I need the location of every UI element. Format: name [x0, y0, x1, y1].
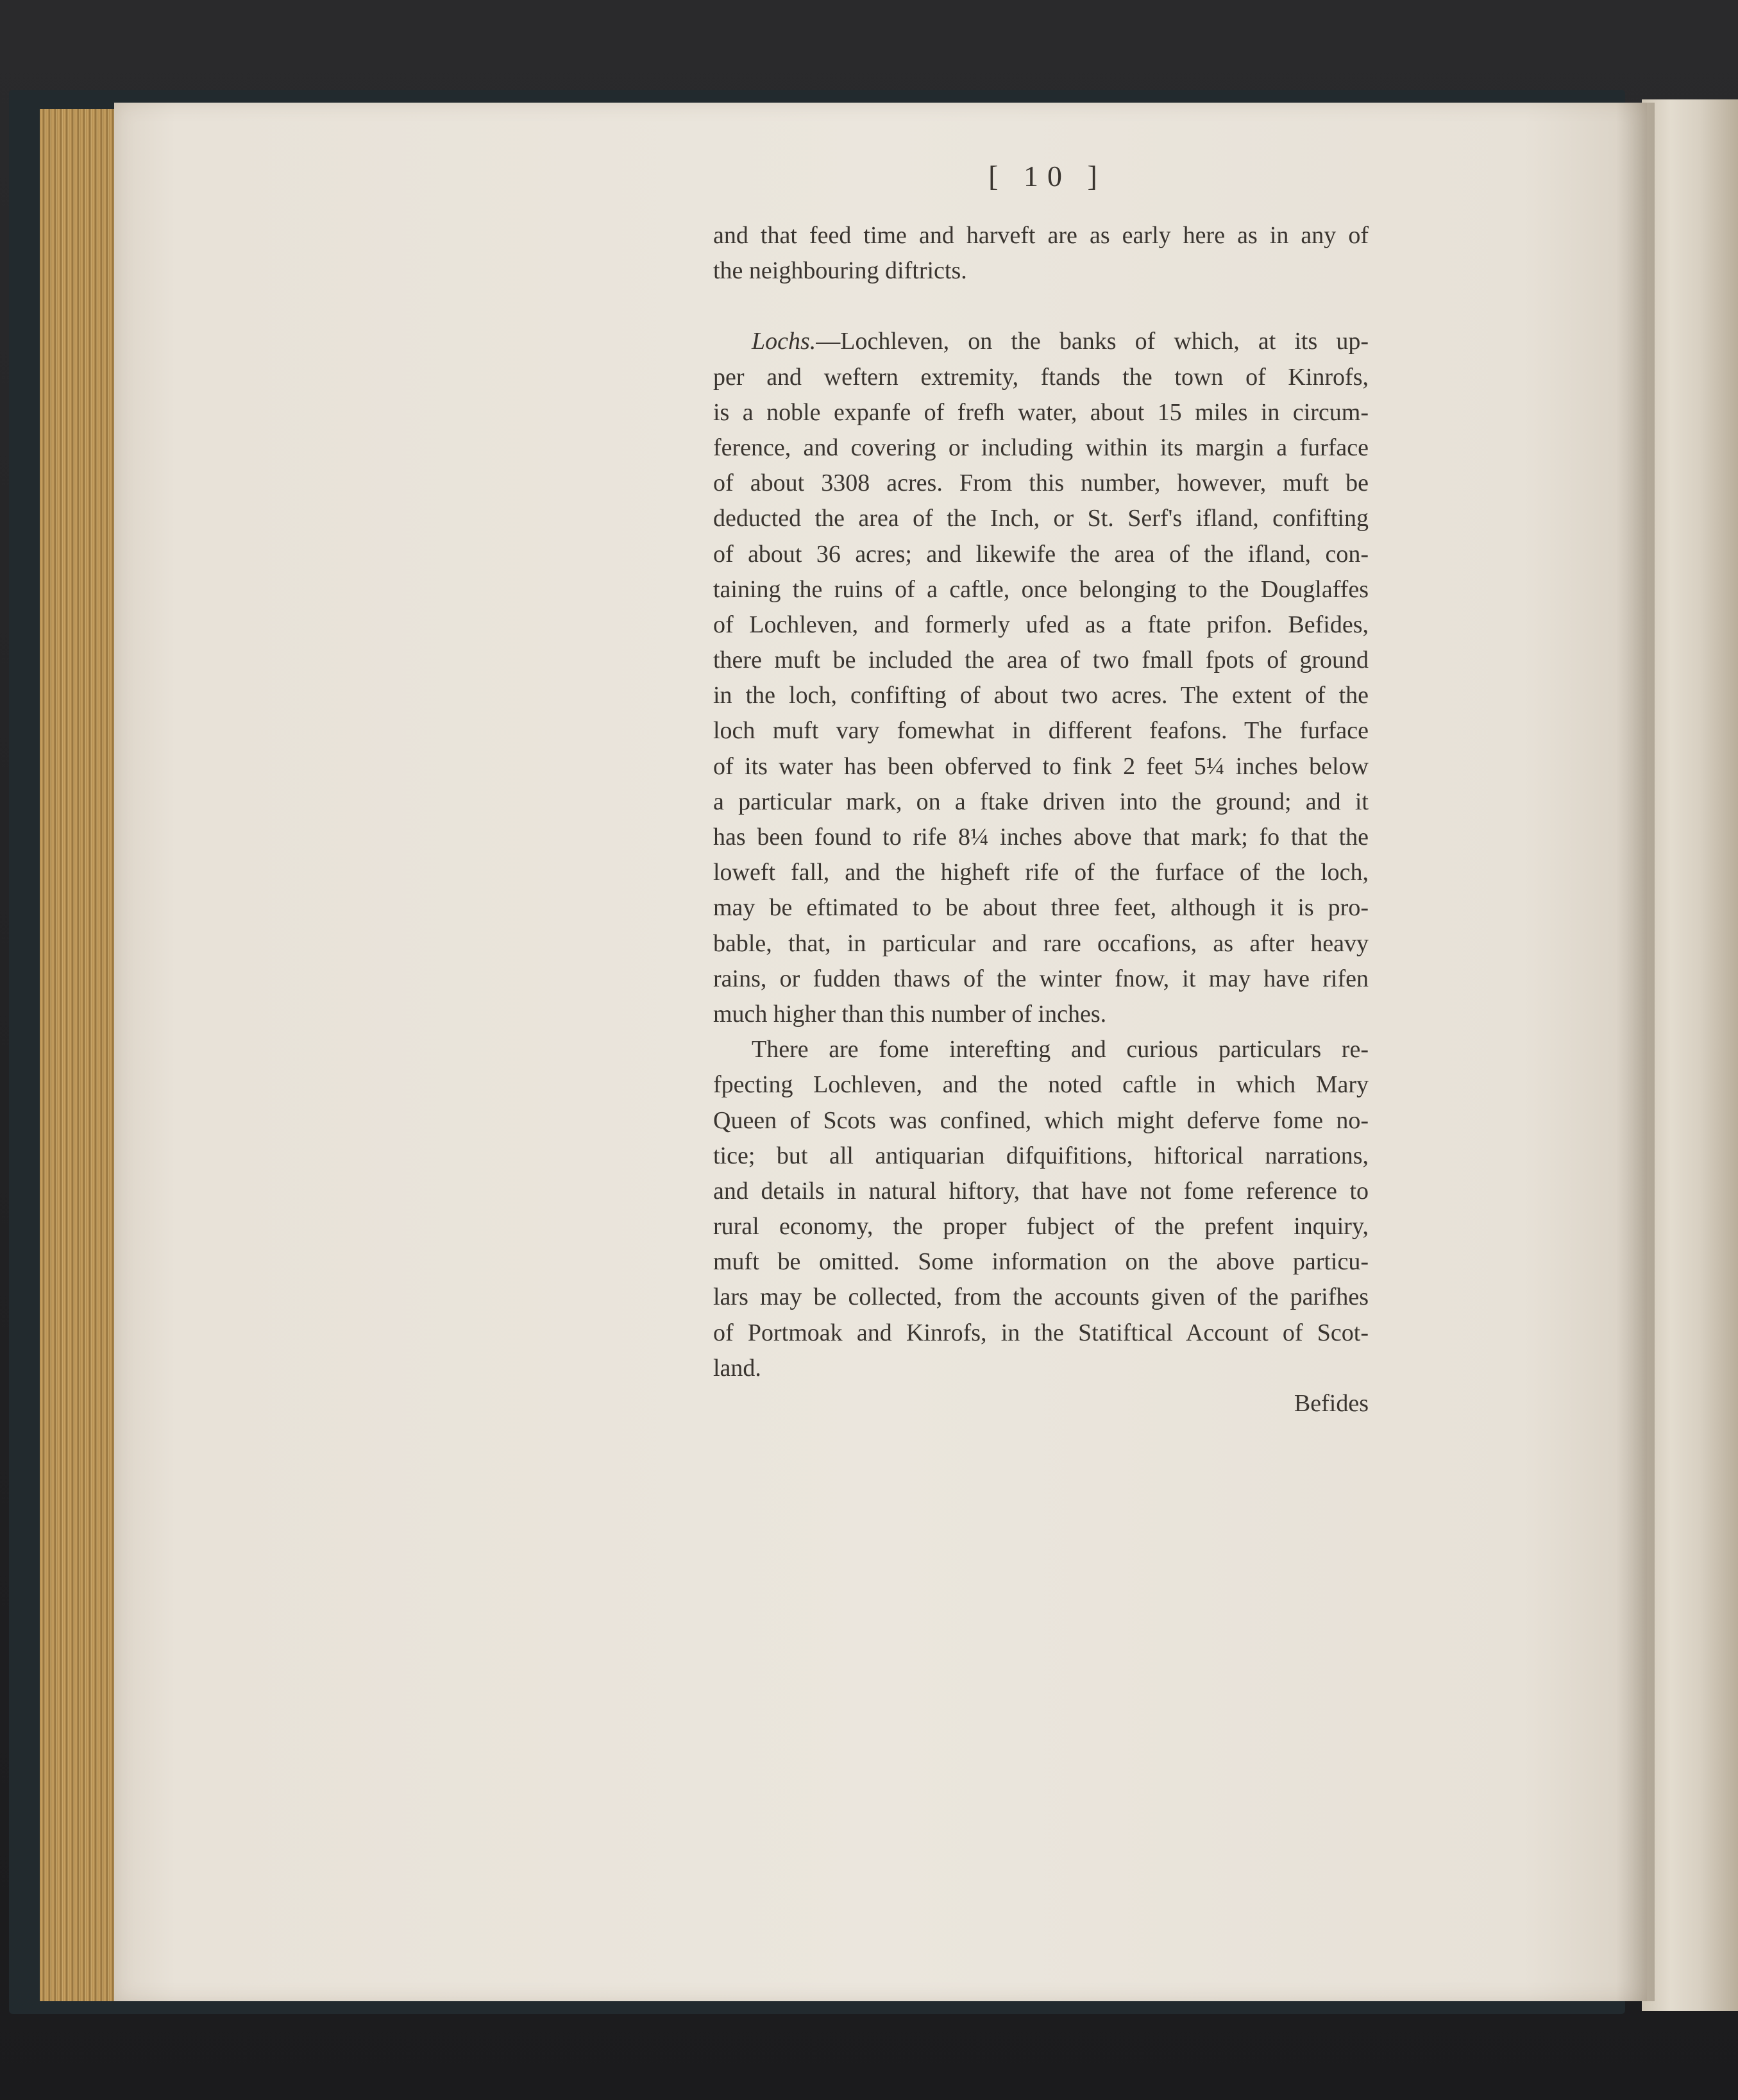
paragraph-2	[713, 324, 1369, 1032]
text-line: has been found to rife 8¼ inches above that mark; fo that the	[713, 824, 1369, 851]
page-number-header: [ 10 ]	[988, 160, 1106, 192]
text-line: bable, that, in particular and rare occafions, as after heavy	[713, 929, 1369, 957]
text-line: the neighbouring diftricts.	[713, 257, 967, 285]
text-line: of Lochleven, and formerly ufed as a ftate prifon. Befides,	[713, 611, 1369, 638]
text-line: lars may be collected, from the accounts given of the parifhes	[713, 1283, 1369, 1311]
text-line: muft be omitted. Some information on the above particu-	[713, 1248, 1369, 1276]
text-line: a particular mark, on a ftake driven into the ground; and it	[713, 788, 1369, 815]
text-line: tice; but all antiquarian difquifitions, hiftorical narrations,	[713, 1142, 1369, 1169]
text-line	[713, 324, 1369, 359]
text-fragment: —Lochleven, on the banks of which, at its up-	[816, 328, 1369, 355]
paragraph-1	[713, 218, 1369, 289]
page-text	[713, 157, 1369, 1421]
catchword: Befides	[1294, 1390, 1369, 1417]
text-line: of its water has been obferved to fink 2 feet 5¼ inches below	[713, 752, 1369, 780]
text-line: Queen of Scots was confined, which might deferve fome no-	[713, 1106, 1369, 1134]
page-edges-right	[1642, 99, 1738, 2011]
text-line: there muft be included the area of two fmall fpots of ground	[713, 647, 1369, 674]
text-line: deducted the area of the Inch, or St. Serf's ifland, confifting	[713, 505, 1369, 532]
section-heading-lochs: Lochs.	[752, 328, 816, 355]
text-line: fpecting Lochleven, and the noted caftle in which Mary	[713, 1071, 1369, 1099]
text-line: of about 36 acres; and likewife the area of the ifland, con-	[713, 540, 1369, 568]
gutter-shadow	[1616, 103, 1655, 2001]
text-line: rural economy, the proper fubject of the prefent inquiry,	[713, 1213, 1369, 1241]
text-line: may be eftimated to be about three feet, although it is pro-	[713, 894, 1369, 922]
text-line: ference, and covering or including within its margin a furface	[713, 434, 1369, 461]
text-line: taining the ruins of a caftle, once belonging to the Douglaffes	[713, 575, 1369, 603]
text-line: and that feed time and harveft are as early here as in any of	[713, 222, 1369, 249]
text-line: is a noble expanfe of frefh water, about 15 miles in circum-	[713, 398, 1369, 426]
text-line: land.	[713, 1354, 761, 1382]
text-line: and details in natural hiftory, that have not fome reference to	[713, 1177, 1369, 1205]
text-line: much higher than this number of inches.	[713, 1000, 1107, 1028]
page-edges-left	[40, 109, 117, 2001]
text-line: of about 3308 acres. From this number, however, muft be	[713, 470, 1369, 497]
paragraph-3	[713, 1032, 1369, 1386]
text-line: There are fome interefting and curious particulars re-	[752, 1036, 1369, 1063]
text-line: rains, or fudden thaws of the winter fnow, it may have rifen	[713, 965, 1369, 992]
text-line: in the loch, confifting of about two acres. The extent of the	[713, 682, 1369, 709]
text-line: loweft fall, and the higheft rife of the furface of the loch,	[713, 859, 1369, 886]
text-line: of Portmoak and Kinrofs, in the Statiftical Account of Scot-	[713, 1319, 1369, 1346]
text-line: per and weftern extremity, ftands the town of Kinrofs,	[713, 363, 1369, 391]
text-line: loch muft vary fomewhat in different feafons. The furface	[713, 717, 1369, 745]
